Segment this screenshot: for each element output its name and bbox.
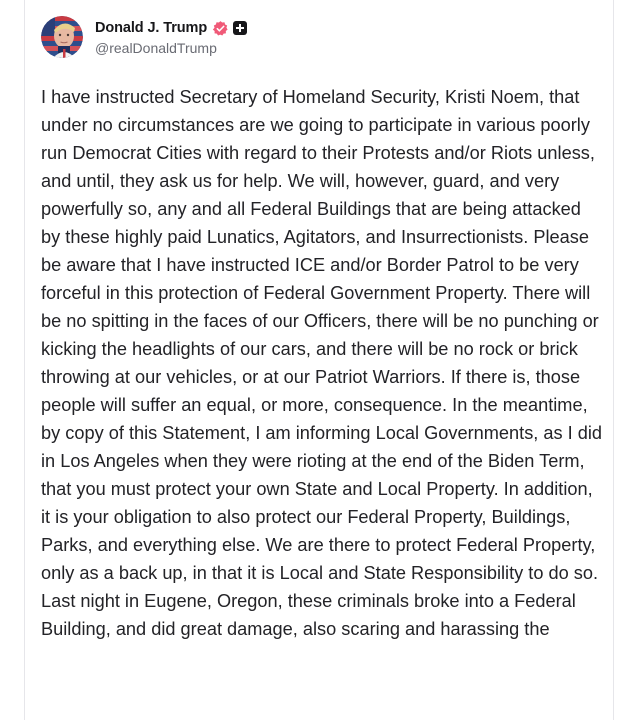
avatar[interactable] xyxy=(41,16,83,58)
name-row xyxy=(95,18,247,38)
post-header xyxy=(41,16,247,58)
avatar-image xyxy=(41,16,83,58)
post-card xyxy=(24,0,614,720)
author-handle[interactable]: @realDonaldTrump xyxy=(95,40,217,56)
author-names xyxy=(95,18,247,56)
post-text: I have instructed Secretary of Homeland Security, Kristi Noem, that under no circumstances are we going to participate in various poorly run Democrat Cities with regard to their Protests and/or Riots unless, and until, they ask us for help. We will, however, guard, and very powerfully so, any and all Federal Buildings that are being attacked by these highly paid Lunatics, Agitators, and Insurrectionists. Please be aware that I have instructed ICE and/or Border Patrol to be very forceful in this protection of Federal Government Property. There will be no spitting in the faces of our Officers, there will be no punching or kicking the headlights of our cars, and there will be no rock or brick throwing at our vehicles, or at our Patriot Warriors. If there is, those people will suffer an equal, or more, consequence. In the meantime, by copy of this Statement, I am informing Local Governments, as I did in Los Angeles when they were rioting at the end of the Biden Term, that you must protect your own State and Local Property. In addition, it is your obligation to also protect our Federal Property, Buildings, Parks, and everything else. We are there to protect Federal Property, only as a back up, in that it is Local and State Responsibility to do so. Last night in Eugene, Oregon, these criminals broke into a Federal Building, and did great damage, also scaring and harassing the xyxy=(41,87,603,639)
plus-badge-icon xyxy=(233,21,247,35)
verified-badge-icon xyxy=(212,20,229,37)
author-display-name[interactable]: Donald J. Trump xyxy=(95,20,208,36)
